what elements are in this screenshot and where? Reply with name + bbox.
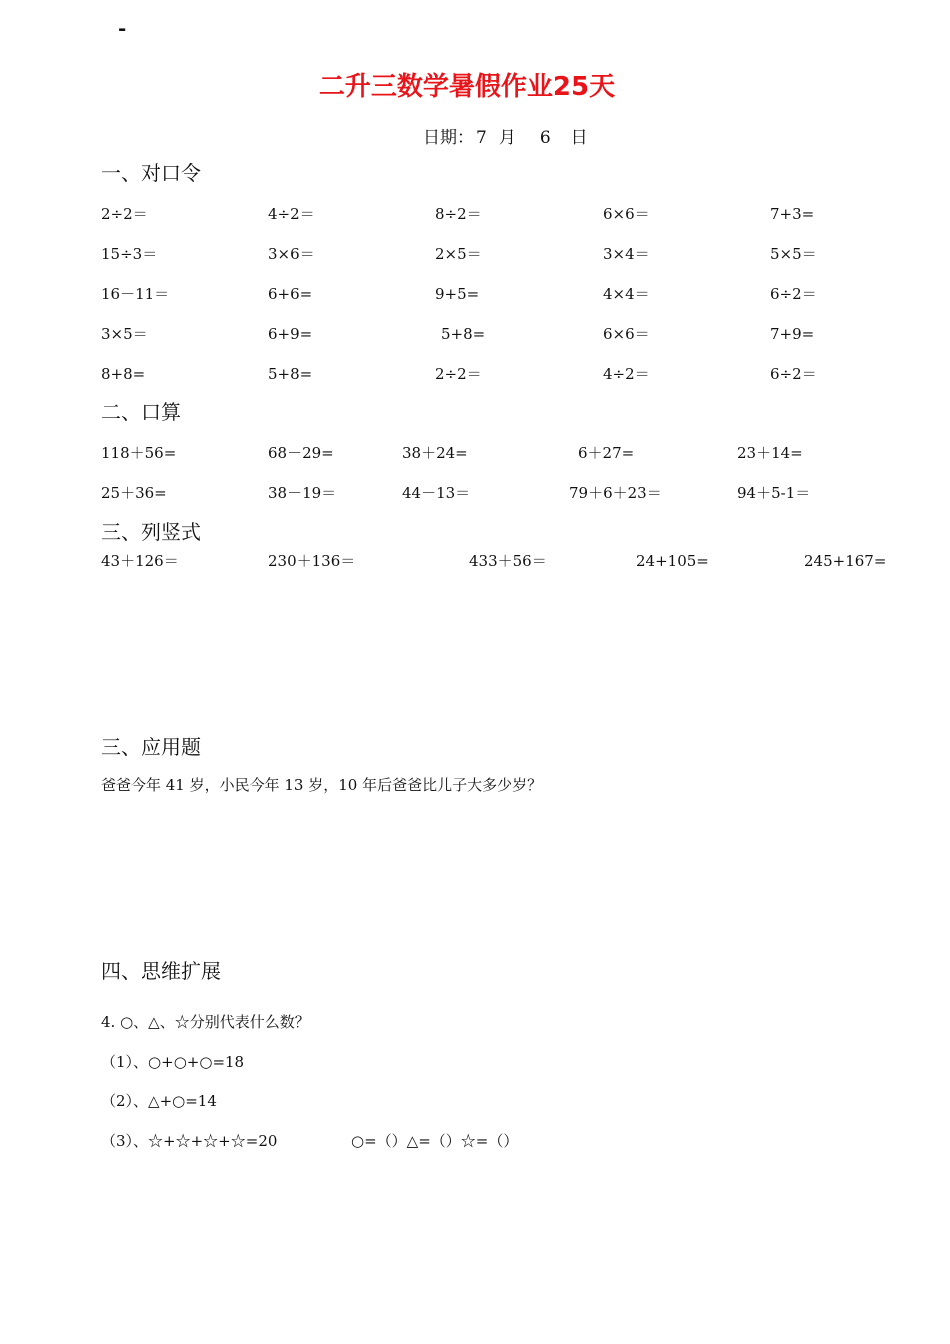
problem-oral: 4÷2＝ <box>603 365 650 383</box>
date-label: 日期： <box>423 128 474 148</box>
problem-mental: 118＋56= <box>101 444 177 462</box>
thinking-line-1: （1）、○+○+○=18 <box>101 1053 245 1071</box>
word-problem-text: 爸爸今年 41 岁，小民今年 13 岁，10 年后爸爸比儿子大多少岁？ <box>101 776 543 794</box>
thinking-answers: ○=（）△=（）☆=（） <box>351 1132 519 1150</box>
problem-mental: 25＋36= <box>101 484 167 502</box>
thinking-question: 4. ○、△、☆分别代表什么数？ <box>101 1013 310 1031</box>
date-day: 6 <box>539 128 551 148</box>
page-title: 二升三数学暑假作业25天 <box>318 72 616 102</box>
problem-oral: 3×5＝ <box>101 325 148 343</box>
problem-vertical: 230＋136＝ <box>268 552 356 570</box>
problem-mental: 38－19＝ <box>268 484 337 502</box>
problem-mental: 44－13＝ <box>402 484 471 502</box>
problem-vertical: 24+105= <box>636 552 709 570</box>
problem-oral: 4×4＝ <box>603 285 650 303</box>
problem-mental: 68－29= <box>268 444 334 462</box>
problem-oral: 5+8= <box>441 325 486 343</box>
date-month-unit: 月 <box>498 128 516 148</box>
problem-oral: 2×5＝ <box>435 245 482 263</box>
date-line <box>423 126 588 150</box>
date-month: 7 <box>476 128 487 148</box>
problem-oral: 3×6＝ <box>268 245 315 263</box>
problem-oral: 6+6= <box>268 285 313 303</box>
thinking-line-3: （3）、☆+☆+☆+☆=20 <box>101 1132 278 1150</box>
thinking-line-2: （2）、△+○=14 <box>101 1092 217 1110</box>
problem-oral: 9+5= <box>435 285 480 303</box>
section-title-mental-math: 二、口算 <box>101 400 181 424</box>
problem-oral: 16－11＝ <box>101 285 170 303</box>
problem-mental: 38＋24= <box>402 444 468 462</box>
section-title-oral-drill: 一、对口令 <box>101 161 201 185</box>
problem-oral: 6÷2＝ <box>770 365 817 383</box>
problem-oral: 15÷3＝ <box>101 245 158 263</box>
date-day-unit: 日 <box>570 128 588 148</box>
problem-oral: 5×5＝ <box>770 245 817 263</box>
problem-mental: 79＋6＋23＝ <box>569 484 662 502</box>
problem-oral: 8÷2＝ <box>435 205 482 223</box>
problem-oral: 6÷2＝ <box>770 285 817 303</box>
problem-oral: 6×6＝ <box>603 205 650 223</box>
problem-oral: 7+9= <box>770 325 815 343</box>
problem-oral: 2÷2＝ <box>101 205 148 223</box>
problem-vertical: 43＋126＝ <box>101 552 179 570</box>
problem-oral: 6×6＝ <box>603 325 650 343</box>
section-title-thinking: 四、思维扩展 <box>101 959 221 983</box>
problem-oral: 8+8= <box>101 365 146 383</box>
problem-oral: 6+9= <box>268 325 313 343</box>
problem-mental: 23＋14= <box>737 444 803 462</box>
corner-mark: - <box>118 16 127 40</box>
problem-oral: 5+8= <box>268 365 313 383</box>
section-title-vertical: 三、列竖式 <box>101 520 201 544</box>
problem-vertical: 433＋56＝ <box>469 552 547 570</box>
problem-mental: 94＋5-1＝ <box>737 484 811 502</box>
problem-oral: 7+3= <box>770 205 815 223</box>
problem-oral: 2÷2＝ <box>435 365 482 383</box>
problem-oral: 4÷2＝ <box>268 205 315 223</box>
problem-oral: 3×4＝ <box>603 245 650 263</box>
section-title-word-problem: 三、应用题 <box>101 735 201 759</box>
problem-mental: 6＋27= <box>578 444 635 462</box>
problem-vertical: 245+167= <box>804 552 887 570</box>
